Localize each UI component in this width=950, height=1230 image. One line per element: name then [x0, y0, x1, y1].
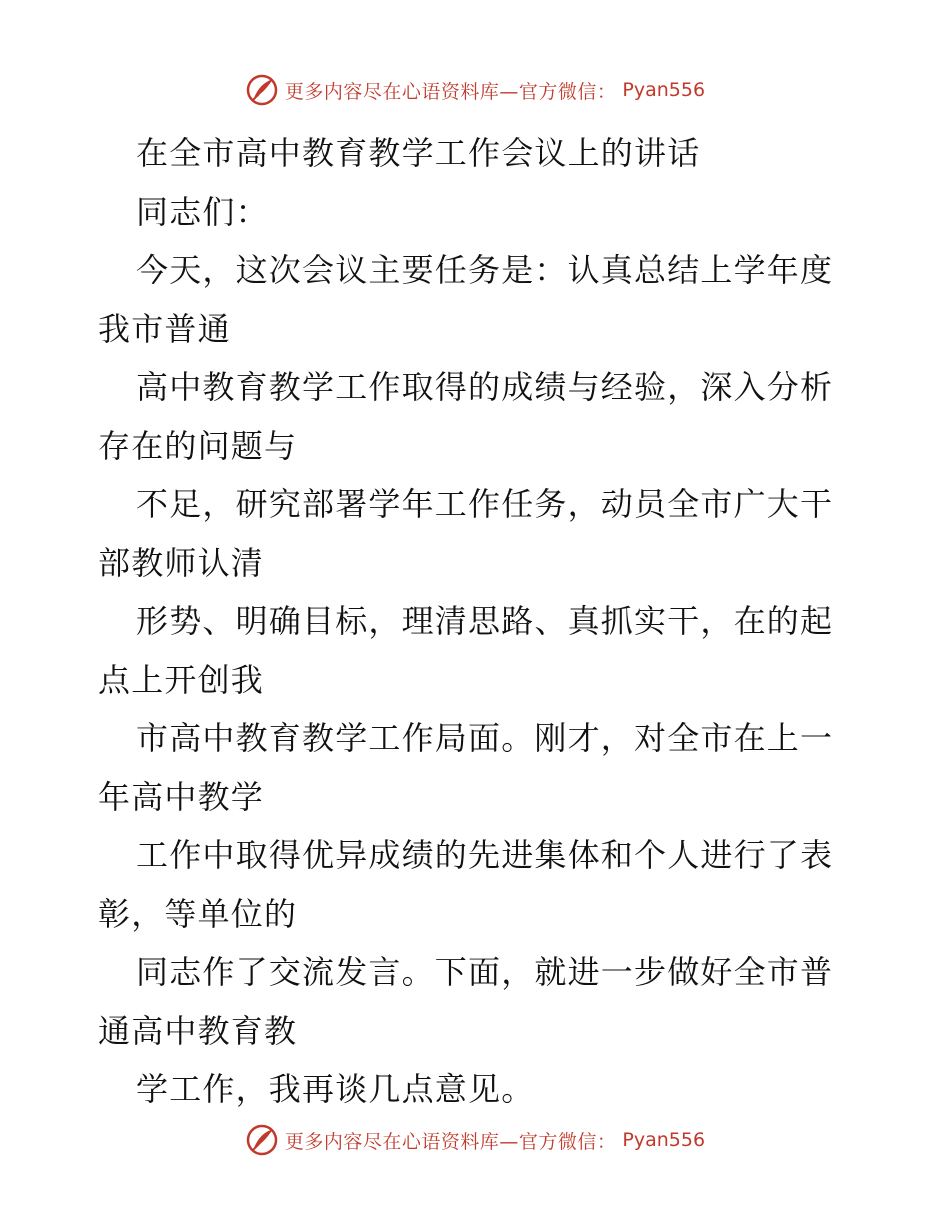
text-line: 同志作了交流发言。下面，就进一步做好全市普: [136, 953, 834, 991]
feather-quill-logo-icon: [245, 1123, 279, 1157]
text-line: 高中教育教学工作取得的成绩与经验，深入分析: [136, 368, 834, 406]
header-banner: [0, 70, 950, 110]
feather-quill-logo-icon: [245, 73, 279, 107]
text-line: 今天，这次会议主要任务是：认真总结上学年度: [136, 251, 834, 289]
text-line: 存在的问题与: [98, 426, 298, 465]
text-line: 不足，研究部署学年工作任务，动员全市广大干: [136, 485, 834, 523]
text-line: 工作中取得优异成绩的先进集体和个人进行了表: [136, 836, 834, 874]
text-line: 我市普通: [98, 309, 231, 348]
text-line: 彰，等单位的: [98, 894, 298, 933]
footer-banner: [0, 1120, 950, 1160]
banner-text: 更多内容尽在心语资料库—官方微信：: [284, 1130, 617, 1153]
banner-wechat-id: Pyan556: [622, 1129, 706, 1151]
banner-text: 更多内容尽在心语资料库—官方微信：: [284, 80, 617, 103]
text-line: 形势、明确目标，理清思路、真抓实干，在的起: [136, 602, 834, 640]
text-line: 同志们：: [136, 192, 269, 231]
text-line: 通高中教育教: [98, 1011, 298, 1050]
text-line: 年高中教学: [98, 777, 265, 816]
document-title: 在全市高中教育教学工作会议上的讲话: [136, 134, 701, 172]
document-body: [98, 124, 853, 1119]
text-line: 学工作，我再谈几点意见。: [136, 1070, 535, 1108]
text-line: 市高中教育教学工作局面。刚才，对全市在上一: [136, 719, 834, 757]
text-line: 点上开创我: [98, 660, 265, 699]
banner-wechat-id: Pyan556: [622, 79, 706, 101]
text-line: 部教师认清: [98, 543, 265, 582]
